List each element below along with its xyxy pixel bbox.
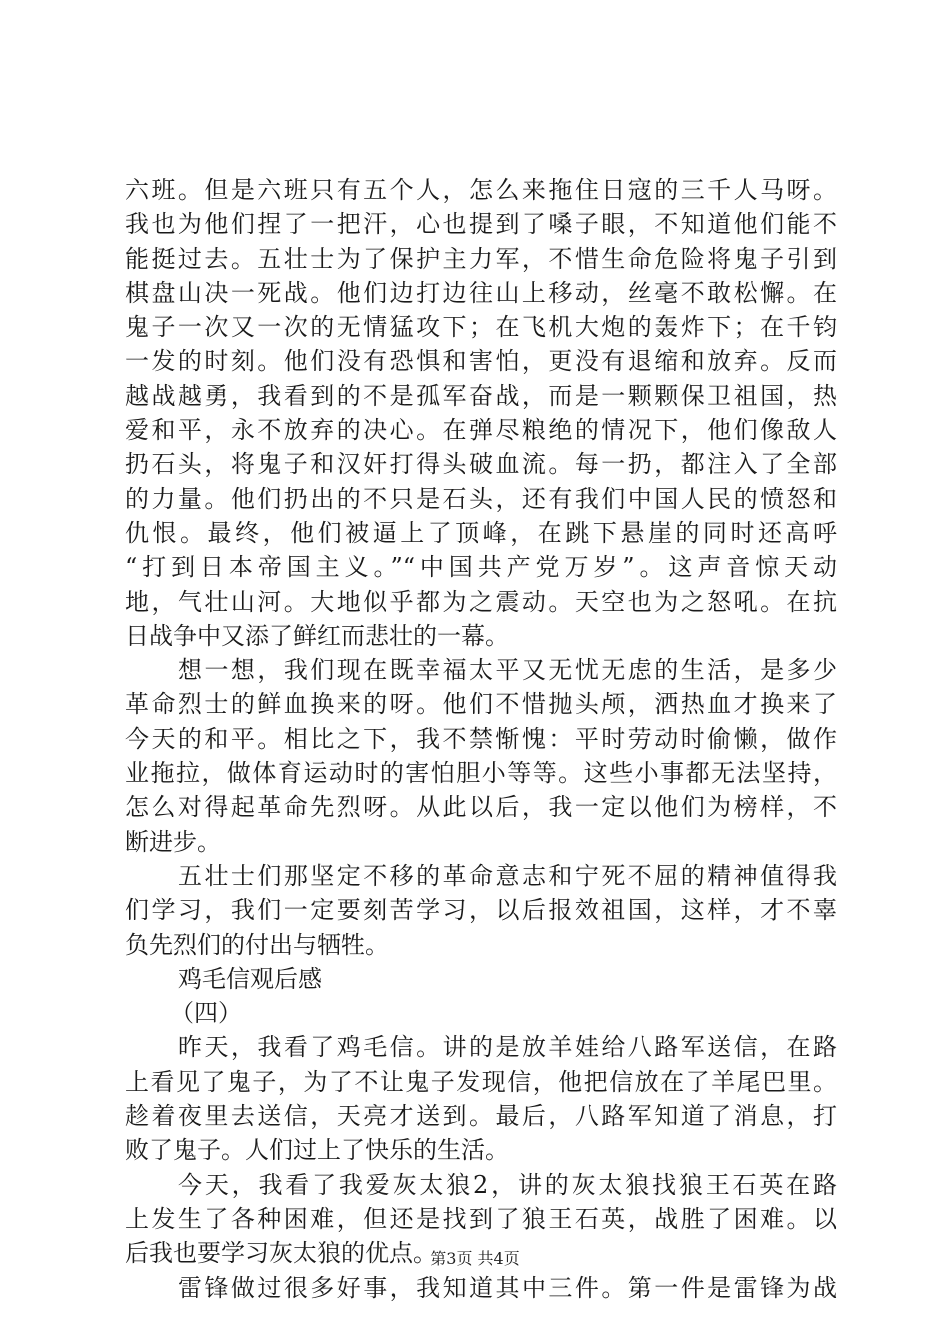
text-line: 雷锋做过很多好事，我知道其中三件。第一件是雷锋为战 xyxy=(178,1273,837,1302)
text-line: 日战争中又添了鲜红而悲壮的一幕。 xyxy=(125,621,509,650)
text-line: 后我也要学习灰太狼的优点。 xyxy=(125,1239,437,1268)
text-line: 趁着夜里去送信，天亮才送到。最后，八路军知道了消息，打 xyxy=(125,1102,837,1131)
text-line: 负先烈们的付出与牺牲。 xyxy=(125,930,389,959)
text-line: 今天，我看了我爱灰太狼2，讲的灰太狼找狼王石英在路 xyxy=(178,1170,837,1199)
text-line: 今天的和平。相比之下，我不禁惭愧：平时劳动时偷懒，做作 xyxy=(125,724,837,753)
text-line: 能挺过去。五壮士为了保护主力军，不惜生命危险将鬼子引到 xyxy=(125,244,837,273)
text-line: 扔石头，将鬼子和汉奸打得头破血流。每一扔，都注入了全部 xyxy=(125,450,837,479)
text-line: 们学习，我们一定要刻苦学习，以后报效祖国，这样，才不辜 xyxy=(125,896,837,925)
text-line: 想一想，我们现在既幸福太平又无忧无虑的生活，是多少 xyxy=(178,656,837,685)
text-line: “打到日本帝国主义。”“中国共产党万岁”。这声音惊天动 xyxy=(125,553,837,582)
text-line: 地，气壮山河。大地似乎都为之震动。天空也为之怒吼。在抗 xyxy=(125,587,837,616)
text-line: 上看见了鬼子，为了不让鬼子发现信，他把信放在了羊尾巴里。 xyxy=(125,1067,837,1096)
text-line: 业拖拉，做体育运动时的害怕胆小等等。这些小事都无法坚持， xyxy=(125,759,837,788)
text-line: 六班。但是六班只有五个人，怎么来拖住日寇的三千人马呀。 xyxy=(125,176,837,204)
section-number: （四） xyxy=(170,999,242,1028)
text-line: 棋盘山决一死战。他们边打边往山上移动，丝毫不敢松懈。在 xyxy=(125,278,837,307)
text-line: 爱和平，永不放弃的决心。在弹尽粮绝的情况下，他们像敌人 xyxy=(125,416,837,445)
text-line: 昨天，我看了鸡毛信。讲的是放羊娃给八路军送信，在路 xyxy=(178,1033,837,1062)
text-line: 我也为他们捏了一把汗，心也提到了嗓子眼，不知道他们能不 xyxy=(125,210,837,239)
body-text xyxy=(125,173,837,1305)
text-line: 仇恨。最终，他们被逼上了顶峰，在跳下悬崖的同时还高呼 xyxy=(125,518,837,547)
text-line: 越战越勇，我看到的不是孤军奋战，而是一颗颗保卫祖国，热 xyxy=(125,381,837,410)
text-line: 怎么对得起革命先烈呀。从此以后，我一定以他们为榜样，不 xyxy=(125,793,837,822)
text-line: 一发的时刻。他们没有恐惧和害怕，更没有退缩和放弃。反而 xyxy=(125,347,837,376)
text-line: 上发生了各种困难，但还是找到了狼王石英，战胜了困难。以 xyxy=(125,1204,837,1233)
text-line: 鬼子一次又一次的无情猛攻下；在飞机大炮的轰炸下；在千钧 xyxy=(125,313,837,342)
text-line: 的力量。他们扔出的不只是石头，还有我们中国人民的愤怒和 xyxy=(125,484,837,513)
text-line: 断进步。 xyxy=(125,827,221,856)
text-line: 五壮士们那坚定不移的革命意志和宁死不屈的精神值得我 xyxy=(178,861,837,890)
page-footer: 第3页 共4页 xyxy=(430,1249,520,1268)
text-line: 革命烈士的鲜血换来的呀。他们不惜抛头颅，洒热血才换来了 xyxy=(125,690,837,719)
section-title: 鸡毛信观后感 xyxy=(178,964,322,993)
text-line: 败了鬼子。人们过上了快乐的生活。 xyxy=(125,1136,509,1165)
